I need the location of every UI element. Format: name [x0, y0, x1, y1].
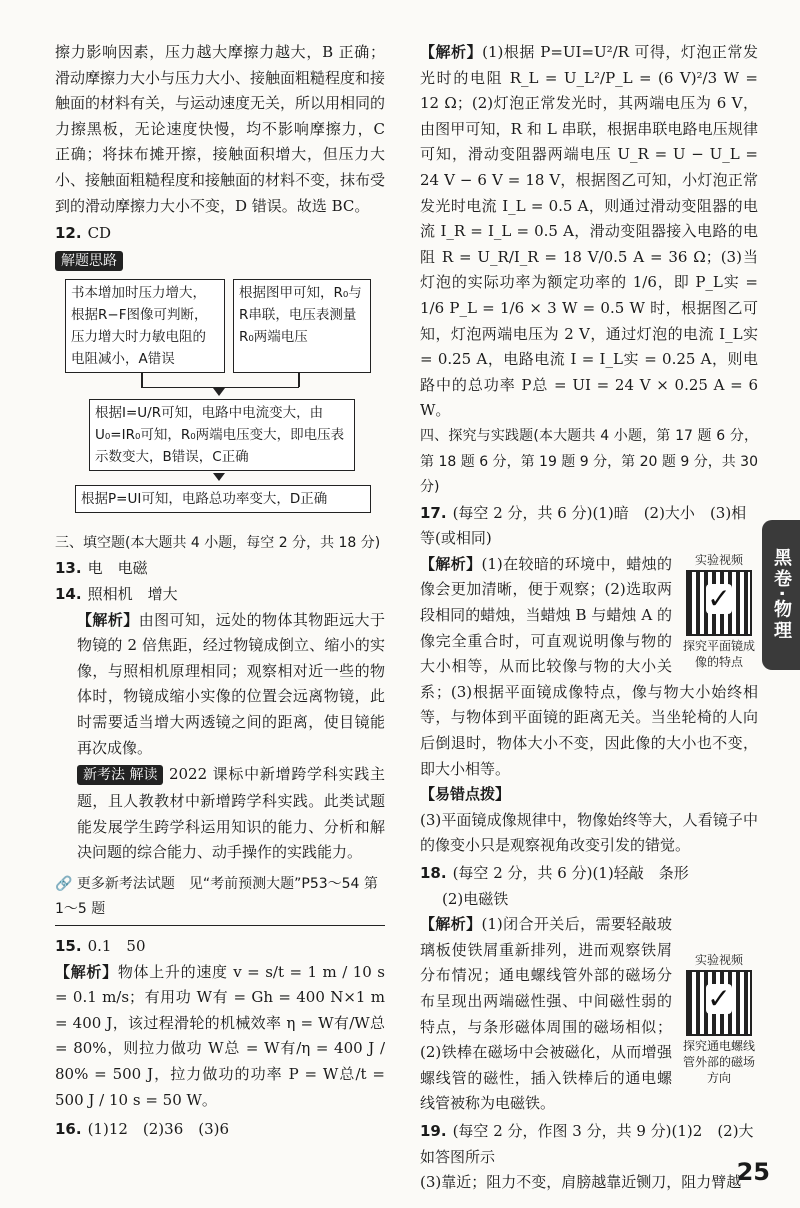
qr-code-icon[interactable] [686, 570, 752, 636]
question-12 [55, 221, 385, 247]
question-number: 16. [55, 1120, 82, 1139]
question-number: 18. [420, 864, 447, 882]
left-column [55, 40, 385, 1143]
section-heading: 三、填空题(本大题共 4 小题，每空 2 分，共 18 分) [55, 534, 381, 551]
link-icon: 🔗 [55, 875, 73, 892]
analysis-tag: 【解析】 [55, 962, 118, 981]
error-tip-text: (3)平面镜成像规律中，物像始终等大，人看镜子中的像变小只是观察视角改变引发的错觉。 [420, 810, 758, 855]
connector [298, 373, 300, 387]
answer: (1)12 (2)36 (3)6 [87, 1120, 230, 1139]
analysis-text: (1)在较暗的环境中，蜡烛的像会更加清晰，便于观察；(2)选取两段相同的蜡烛，当蜡烛 B 与蜡烛 A 的像完全重合时，可直观说明像与物的大小相等，从而比较像与物的大小关系；(3)根据平面镜成像特点，像与物大小始终相等，与物体到平面镜的距离无关。当坐轮椅的人向后倒退时，物体大小不变，因此像的大小也不变，即大小相等。 [420, 554, 758, 778]
question-13 [55, 556, 385, 582]
section-heading: 四、探究与实践题(本大题共 4 小题，第 17 题 6 分，第 18 题 6 分，第 19 题 9 分，第 20 题 9 分，共 30 分) [420, 427, 758, 496]
question-number: 14. [55, 584, 82, 603]
analysis-text: (1)闭合开关后，需要轻敲玻璃板使铁屑重新排列，进而观察铁屑分布情况；通电螺线管外部的磁场分布呈现出两端磁性强、中间磁性弱的特点，与条形磁体周围的磁场相似；(2)铁棒在磁场中会被磁化，从而增强螺线管的磁性，插入铁棒后的通电螺线管被称为电磁铁。 [420, 915, 672, 1113]
qr-label-top: 实验视频 [694, 552, 743, 567]
new-method-badge: 新考法 解读 [77, 765, 163, 785]
flow-box-3: 根据I=U/R可知，电路中电流变大，由U₀=IR₀可知，R₀两端电压变大，即电压表示数变大，B错误，C正确 [89, 399, 355, 471]
flow-box-4: 根据P=UI可知，电路总功率变大，D正确 [75, 485, 371, 513]
answer: 照相机 增大 [87, 584, 178, 603]
question-14 [55, 582, 385, 608]
analysis-tag: 【解析】 [77, 610, 139, 629]
answer: CD [87, 224, 112, 243]
qr-label-bottom: 探究平面镜成像的特点 [682, 638, 755, 669]
answer: 0.1 50 [87, 937, 146, 956]
video-qr-code[interactable] [680, 952, 758, 1086]
answer: 电 电磁 [87, 559, 148, 578]
question-15 [55, 934, 385, 960]
qr-code-icon[interactable] [686, 970, 752, 1036]
analysis-tag: 【解析】 [420, 43, 483, 61]
more-questions-text: 更多新考法试题 见“考前预测大题”P53～54 第 1～5 题 [55, 875, 378, 918]
question-17 [420, 501, 758, 552]
qr-label-bottom: 探究通电螺线管外部的磁场方向 [682, 1039, 755, 1086]
video-qr-code[interactable] [680, 552, 758, 670]
subject-side-tab: 黑卷·物理 [762, 520, 800, 670]
new-method-text: 2022 课标中新增跨学科实践主题，且人教教材中新增跨学科实践。此类试题能发展学生跨学科运用知识的能力、分析和解决问题的综合能力、动手操作的实践能力。 [77, 765, 385, 862]
paragraph: 擦力影响因素，压力越大摩擦力越大，B 正确；滑动摩擦力大小与压力大小、接触面粗糙程度和接触面的材料有关，与运动速度无关，所以用相同的力擦黑板，无论速度快慢，均不影响摩擦力，C 正确；将抹布摊开擦，接触面积增大，但压力大小、接触面粗糙程度和接触面的材料不变，抹布受到的滑动摩擦力大小不变，D 错误。故选 BC。 [55, 43, 386, 215]
right-column [420, 40, 769, 1196]
question-19 [420, 1119, 769, 1170]
analysis-tag: 【解析】 [420, 554, 482, 573]
answer: (2)电磁铁 [442, 889, 509, 908]
arrow-down-icon [213, 388, 225, 396]
analysis-text: 由图可知，远处的物体其物距远大于物镜的 2 倍焦距，经过物镜成倒立、缩小的实像，与照相机原理相同；观察相对近一些的物体时，物镜成缩小实像的位置会远离物镜，此时需要适当增大两透镜之间的距离，使目镜能再次成像。 [77, 610, 385, 757]
answer: (每空 2 分，共 6 分)(1)轻敲 条形 [452, 864, 689, 882]
analysis-text: (1)根据 P=UI=U²/R 可得，灯泡正常发光时的电阻 R_L = U_L²/P_L = (6 V)²/3 W = 12 Ω；(2)灯泡正常发光时，其两端电压为 6 V，由图甲可知，R 和 L 串联，根据串联电路电压规律可知，滑动变阻器两端电压 U_R = U − U_L = 24 V − 6 V = 18 V，根据图乙可知，小灯泡正常发光时电流 I_L = 0.5 A，则通过滑动变阻器的电流 I_R = I_L = 0.5 A，滑动变阻器接入电路的电阻 R = U_R/I_R = 18 V/0.5 A = 36 Ω；(3)当灯泡的实际功率为额定功率的 1/6，即 P_L实 = 1/6 P_L = 1/6 × 3 W = 0.5 W 时，根据图乙可知，灯泡两端电压为 2 V，通过灯泡的电流 I_L实 = 0.25 A，电路电流 I = I_L实 = 0.25 A，则电路中的总功率 P总 = UI = 24 V × 0.25 A = 6 W。 [420, 43, 758, 420]
reasoning-flowchart [55, 277, 385, 527]
analysis-text: 物体上升的速度 v = s/t = 1 m / 10 s = 0.1 m/s；有用功 W有 = Gh = 400 N×1 m = 400 J，该过程滑轮的机械效率 η = W有/W总 = 80%，则拉力做功 W总 = W有/η = 400 J / 80% = 500 J，拉力做功的功率 P = W总/t = 500 J / 10 s = 50 W。 [55, 962, 385, 1109]
flow-box-2: 根据图甲可知，R₀与R串联，电压表测量R₀两端电压 [233, 279, 371, 373]
question-number: 17. [420, 503, 447, 522]
question-number: 12. [55, 224, 82, 243]
page-number: 25 [736, 1158, 770, 1186]
connector [141, 373, 143, 387]
question-number: 13. [55, 559, 82, 578]
analysis-tag: 【解析】 [420, 915, 482, 934]
question-number: 15. [55, 937, 82, 956]
arrow-down-icon [213, 473, 225, 481]
answer: (每空 2 分，作图 3 分，共 9 分)(1)2 (2)大 如答图所示 [420, 1121, 769, 1166]
answer: (每空 2 分，共 6 分)(1)暗 (2)大小 (3)相等(或相同) [420, 503, 747, 548]
flow-box-1: 书本增加时压力增大，根据R−F图像可判断，压力增大时力敏电阻的电阻减小，A错误 [65, 279, 225, 373]
approach-badge: 解题思路 [55, 251, 123, 271]
question-18 [420, 861, 758, 887]
error-tip-tag: 【易错点拨】 [420, 785, 511, 804]
question-16 [55, 1117, 385, 1143]
more-questions-link[interactable] [55, 872, 385, 926]
answer-continued: (3)靠近；阻力不变，肩膀越靠近铡刀，阻力臂越 [420, 1173, 742, 1192]
qr-label-top: 实验视频 [694, 953, 743, 968]
question-number: 19. [420, 1121, 447, 1140]
